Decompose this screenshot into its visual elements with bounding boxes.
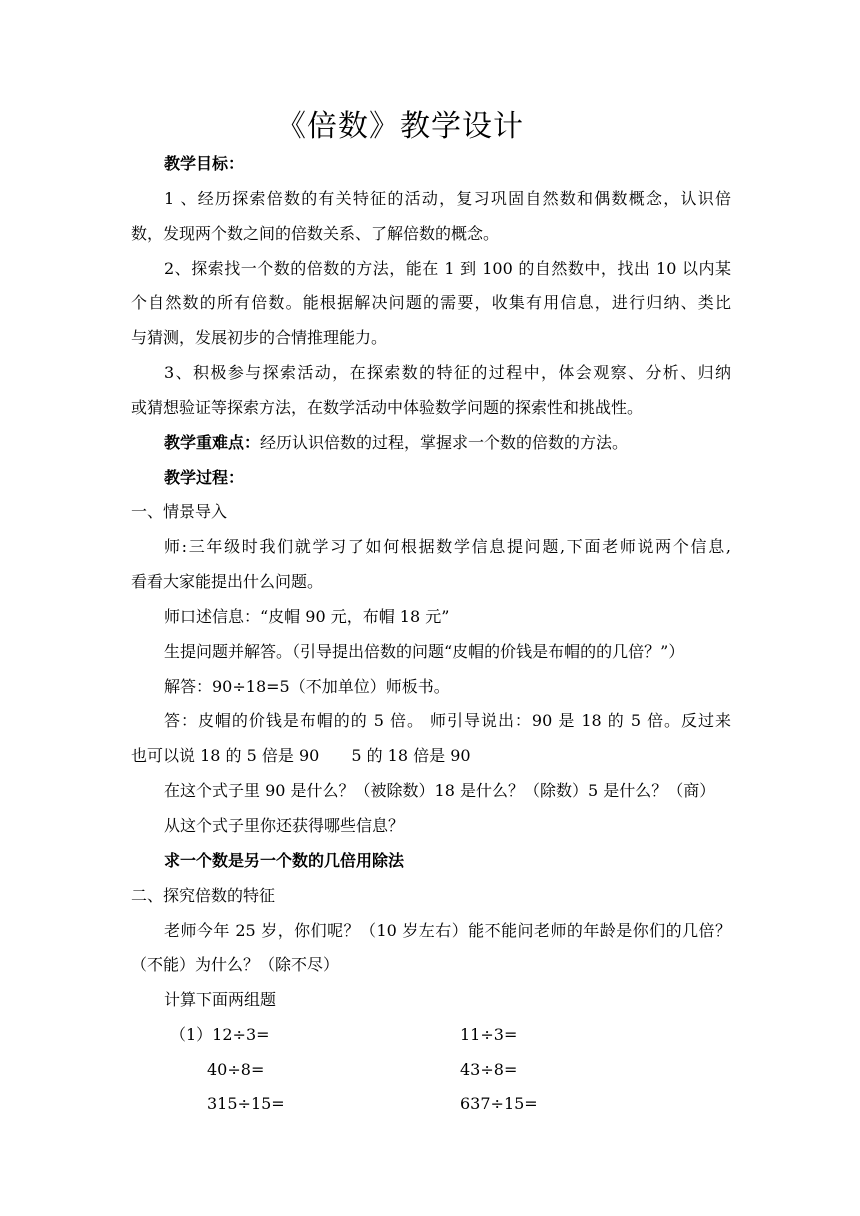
goal3-line1: 3、积极参与探索活动，在探索数的特征的过程中，体会观察、分析、归纳 <box>164 363 731 382</box>
paragraph-5-line2: 也可以说 18 的 5 倍是 90 5 的 18 倍是 90 <box>131 746 471 765</box>
paragraph-5-line1: 答：皮帽的价钱是布帽的的 5 倍。 师引导说出：90 是 18 的 5 倍。反过来 <box>164 711 731 730</box>
exercise-left-2: 40÷8= <box>207 1060 265 1079</box>
paragraph-6: 在这个式子里 90 是什么？（被除数）18 是什么？（除数）5 是什么？（商） <box>164 781 716 800</box>
paragraph-3: 生提问题并解答。（引导提出倍数的问题“皮帽的价钱是布帽的的几倍？”） <box>164 642 685 661</box>
section-heading-2: 二、探究倍数的特征 <box>131 886 276 905</box>
paragraph-1-line2: 看看大家能提出什么问题。 <box>131 572 324 591</box>
exercise-right-1: 11÷3= <box>460 1025 518 1044</box>
paragraph-2: 师口述信息：“皮帽 90 元，布帽 18 元” <box>164 607 450 626</box>
goal1-line1: 1 、经历探索倍数的有关特征的活动，复习巩固自然数和偶数概念，认识倍 <box>164 189 731 208</box>
keypoint-text: 经历认识倍数的过程，掌握求一个数的倍数的方法。 <box>260 433 629 452</box>
process-heading: 教学过程： <box>164 468 245 487</box>
goals-heading: 教学目标： <box>164 154 245 173</box>
paragraph-9-line2: （不能）为什么？（除不尽） <box>131 955 340 974</box>
exercise-right-2: 43÷8= <box>460 1060 518 1079</box>
exercise-left-1: （1）12÷3= <box>170 1025 270 1044</box>
goal2-line2: 个自然数的所有倍数。能根据解决问题的需要，收集有用信息，进行归纳、类比 <box>131 293 731 312</box>
paragraph-9-line1: 老师今年 25 岁，你们呢？（10 岁左右）能不能问老师的年龄是你们的几倍？ <box>164 921 731 940</box>
paragraph-10: 计算下面两组题 <box>164 990 277 1009</box>
section-heading-1: 一、情景导入 <box>131 502 228 521</box>
paragraph-8: 求一个数是另一个数的几倍用除法 <box>164 851 405 870</box>
exercise-left-3: 315÷15= <box>207 1094 285 1113</box>
page-title: 《倍数》教学设计 <box>276 109 524 144</box>
goal2-line3: 与猜测，发展初步的合情推理能力。 <box>131 328 388 347</box>
paragraph-4: 解答：90÷18=5（不加单位）师板书。 <box>164 677 450 696</box>
exercise-right-3: 637÷15= <box>460 1094 538 1113</box>
goal1-line2: 数，发现两个数之间的倍数关系、了解倍数的概念。 <box>131 224 500 243</box>
paragraph-1-line1: 师:三年级时我们就学习了如何根据数学信息提问题,下面老师说两个信息, <box>164 537 731 556</box>
keypoint <box>164 431 764 455</box>
goal2-line1: 2、探索找一个数的倍数的方法，能在 1 到 100 的自然数中，找出 10 以内某 <box>164 259 731 278</box>
goal3-line2: 或猜想验证等探索方法，在数学活动中体验数学问题的探索性和挑战性。 <box>131 398 644 417</box>
paragraph-7: 从这个式子里你还获得哪些信息？ <box>164 816 405 835</box>
keypoint-label: 教学重难点： <box>164 433 261 452</box>
